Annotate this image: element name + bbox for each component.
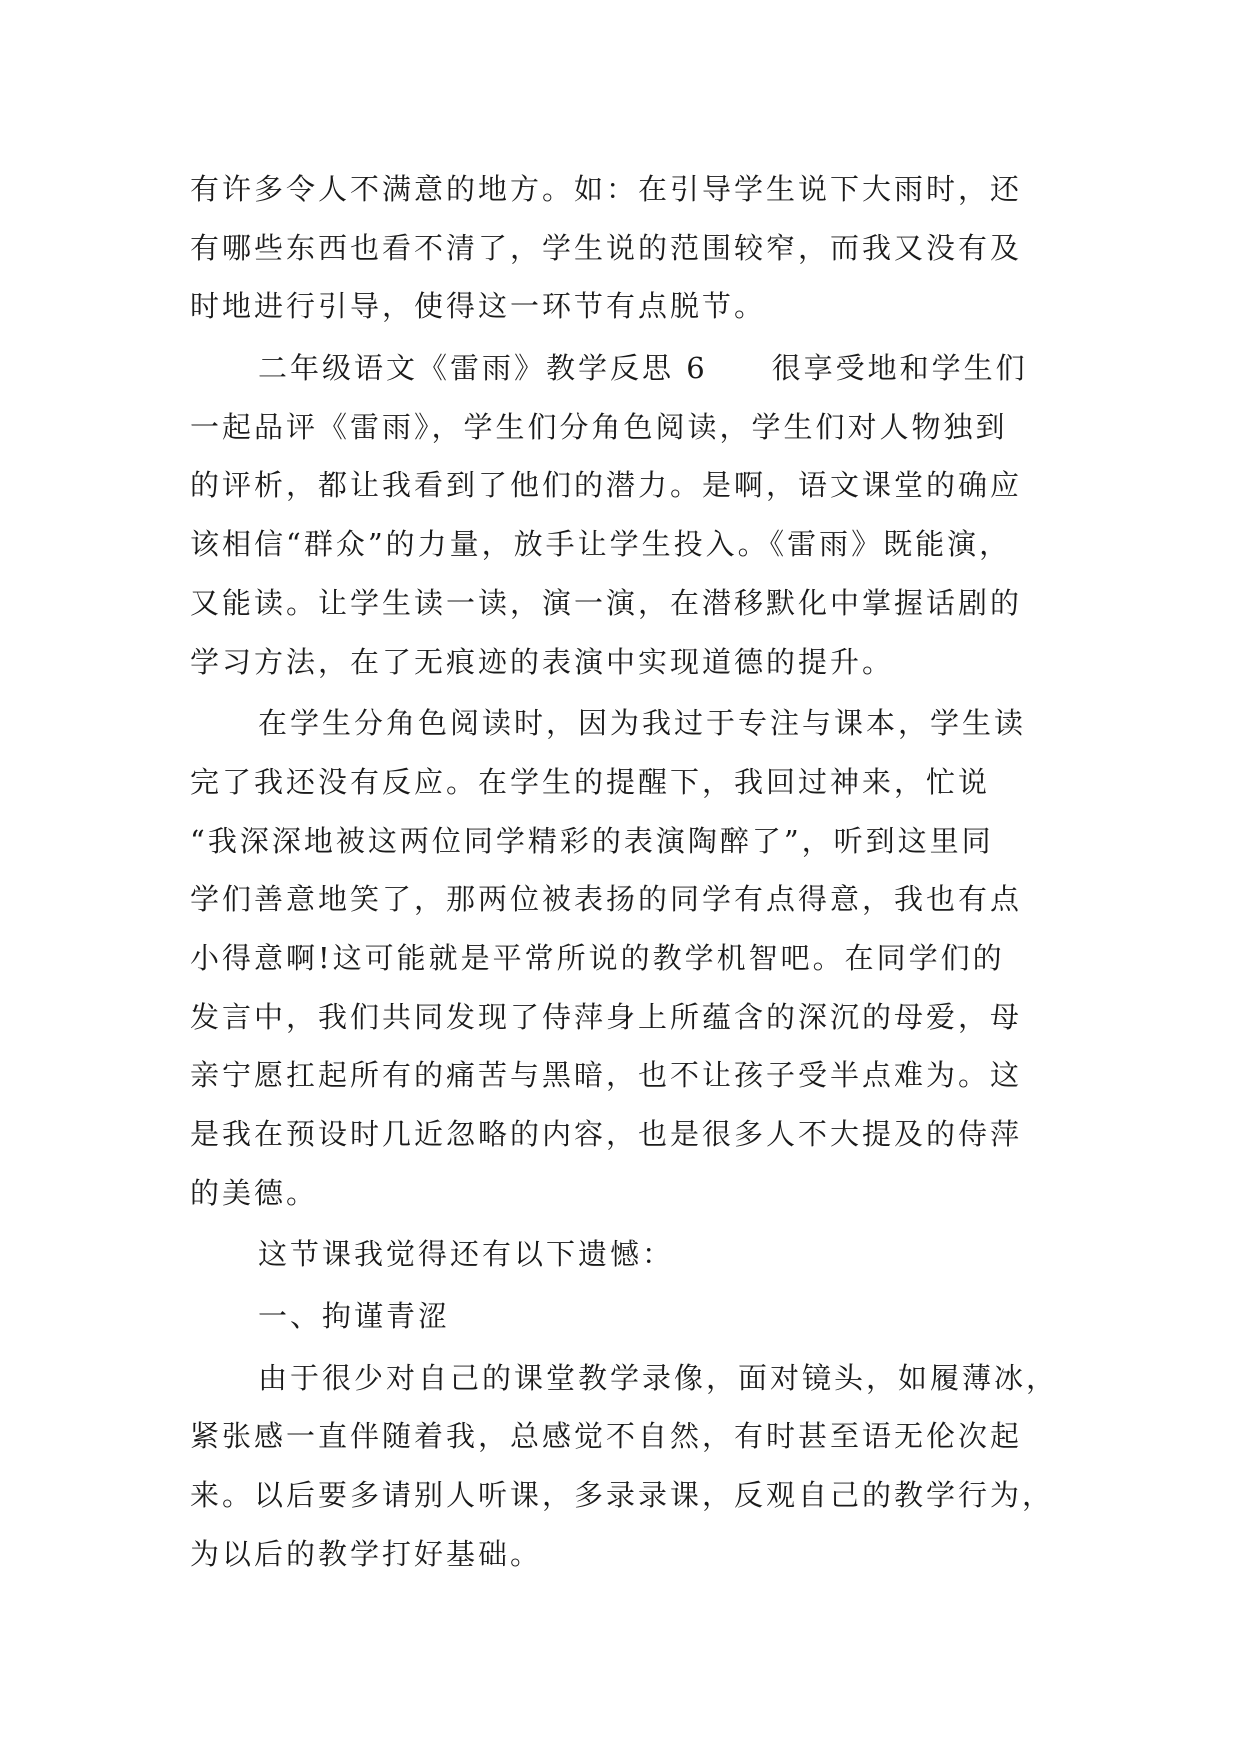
text-line: 这节课我觉得还有以下遗憾： xyxy=(258,1237,675,1272)
list-heading: 一、拘谨青涩 xyxy=(258,1299,451,1334)
text-line: 该相信“群众”的力量，放手让学生投入。《雷雨》既能演， xyxy=(190,527,1012,562)
text-line: 紧张感一直伴随着我，总感觉不自然，有时甚至语无伦次起 xyxy=(190,1419,1023,1454)
text-line: 亲宁愿扛起所有的痛苦与黑暗，也不让孩子受半点难为。这 xyxy=(190,1058,1023,1093)
text-line: 完了我还没有反应。在学生的提醒下，我回过神来，忙说 xyxy=(190,764,991,799)
text-line: 发言中，我们共同发现了侍萍身上所蕴含的深沉的母爱，母 xyxy=(190,999,1023,1034)
text-line: 来。以后要多请别人听课，多录录课，反观自己的教学行为， xyxy=(190,1478,1055,1513)
text-line: 为以后的教学打好基础。 xyxy=(190,1536,543,1571)
text-line: 又能读。让学生读一读，演一演，在潜移默化中掌握话剧的 xyxy=(190,585,1023,620)
text-line: 学习方法，在了无痕迹的表演中实现道德的提升。 xyxy=(190,644,895,679)
text-line: 有哪些东西也看不清了，学生说的范围较窄，而我又没有及 xyxy=(190,230,1023,265)
text-line: 小得意啊!这可能就是平常所说的教学机智吧。在同学们的 xyxy=(190,940,1005,975)
text-line: 的评析，都让我看到了他们的潜力。是啊，语文课堂的确应 xyxy=(190,468,1023,503)
document-body xyxy=(190,160,1070,1584)
text-line: 学们善意地笑了，那两位被表扬的同学有点得意，我也有点 xyxy=(190,882,1023,917)
text-line: 时地进行引导，使得这一环节有点脱节。 xyxy=(190,289,767,324)
text-line: 的美德。 xyxy=(190,1175,319,1210)
section-heading-line: 二年级语文《雷雨》教学反思 6 很享受地和学生们 xyxy=(258,351,1028,386)
text-line: 一起品评《雷雨》，学生们分角色阅读，学生们对人物独到 xyxy=(190,409,1008,444)
text-line: “我深深地被这两位同学精彩的表演陶醉了”，听到这里同 xyxy=(190,823,994,858)
text-line: 是我在预设时几近忽略的内容，也是很多人不大提及的侍萍 xyxy=(190,1117,1023,1151)
text-line: 有许多令人不满意的地方。如：在引导学生说下大雨时，还 xyxy=(190,172,1023,206)
text-line: 在学生分角色阅读时，因为我过于专注与课本，学生读 xyxy=(258,706,1027,741)
text-line: 由于很少对自己的课堂教学录像，面对镜头，如履薄冰， xyxy=(258,1360,1059,1395)
